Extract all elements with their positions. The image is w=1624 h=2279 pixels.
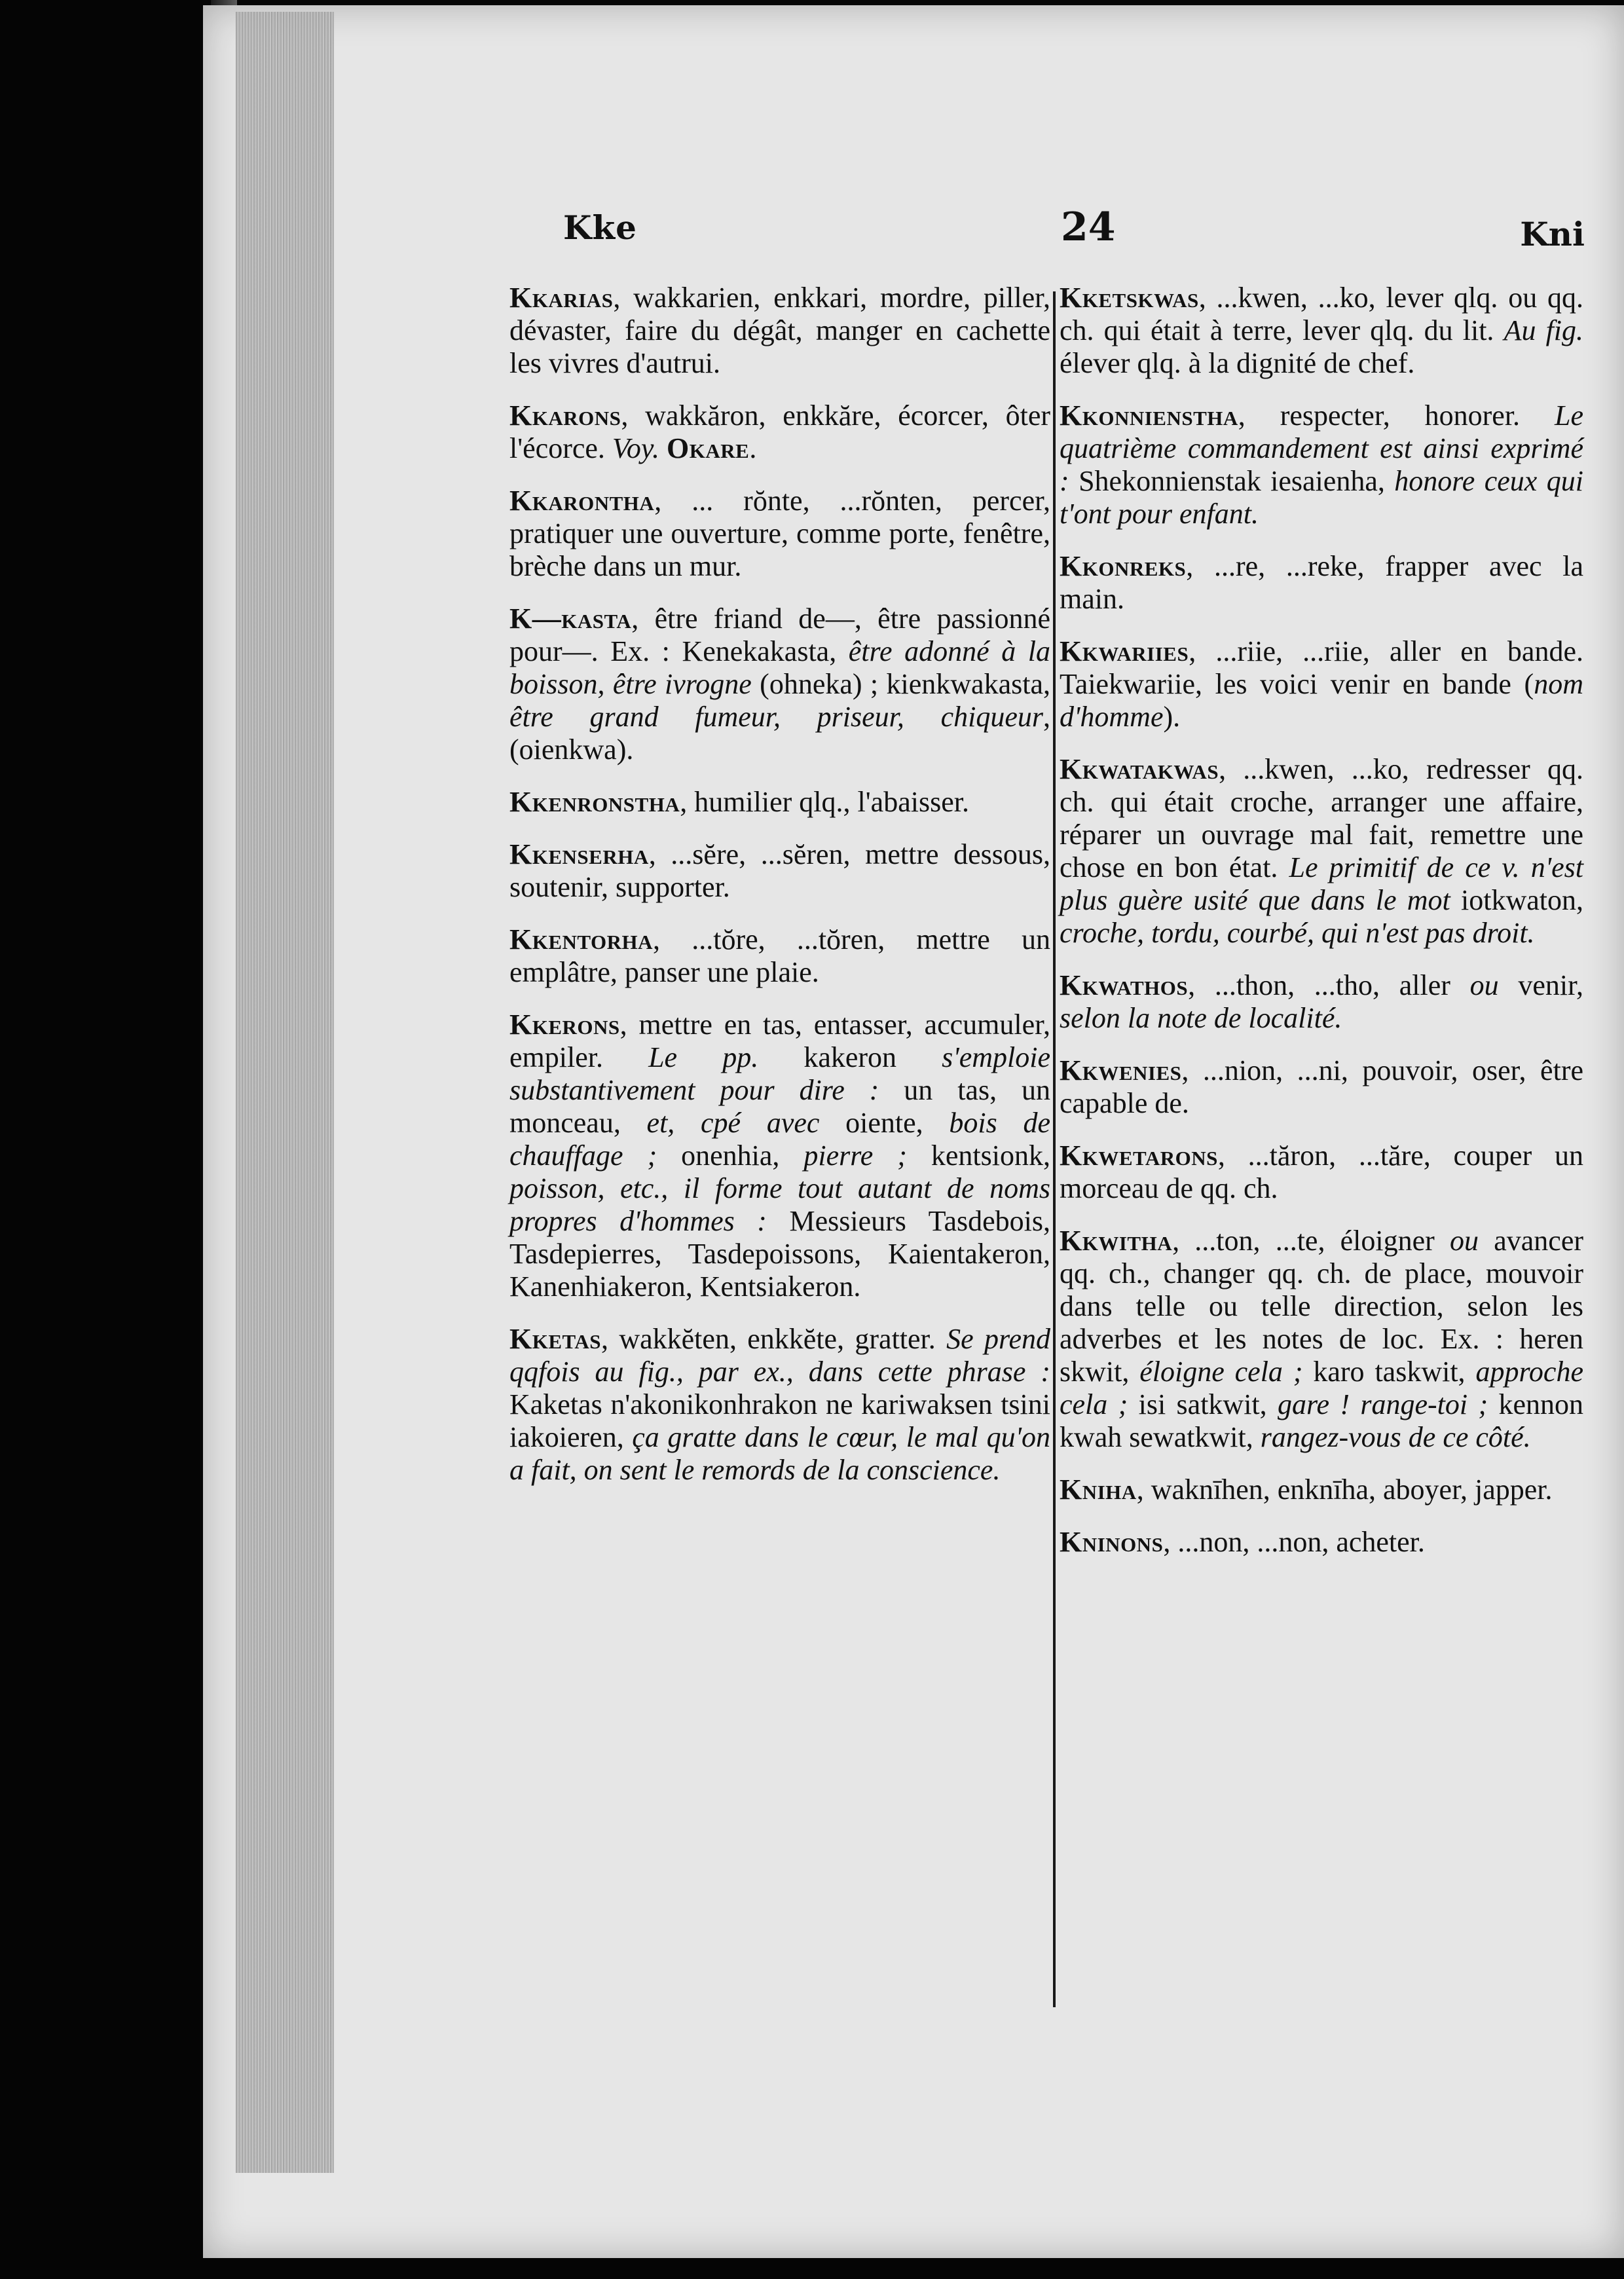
- header-left-guide-word: Kke: [563, 208, 637, 247]
- entry-text: , ...sĕre, ...sĕren, mettre dessous, soutenir, supporter.: [509, 838, 1050, 903]
- headword: Kkarons: [509, 399, 621, 432]
- entry-text: , ...riie, ...riie, aller en bande. Taiekwariie, les voici venir en bande (: [1060, 635, 1583, 700]
- entry-text: Kaketas n'akonikonhrakon ne kariwaksen tsini iakoieren,: [509, 1388, 1050, 1453]
- italic-gloss: Se prend qqfois au fig., par ex., dans cette phrase :: [509, 1323, 1050, 1388]
- entry-text: kakeron: [758, 1041, 942, 1073]
- left-column: [509, 282, 1050, 1506]
- dictionary-entry: [509, 1323, 1050, 1487]
- entry-text: , ...thon, ...tho, aller: [1188, 969, 1470, 1001]
- italic-gloss: gare ! range-toi ;: [1278, 1388, 1488, 1420]
- dictionary-entry: [509, 838, 1050, 904]
- entry-text: Messieurs Tasdebois, Tasdepierres, Tasdepoissons, Kaientakeron, Kanenhiakeron, Kentsiakeron.: [509, 1205, 1050, 1303]
- italic-gloss: approche cela ;: [1060, 1356, 1583, 1420]
- entry-text: , ...nion, ...ni, pouvoir, oser, être capable de.: [1060, 1054, 1583, 1119]
- italic-gloss: nom d'homme: [1060, 668, 1583, 733]
- italic-gloss: Voy.: [612, 432, 660, 464]
- entry-text: , ...tŏre, ...tŏren, mettre un emplâtre, panser une plaie.: [509, 923, 1050, 988]
- italic-gloss: poisson, etc., il forme tout autant de noms propres d'hommes :: [509, 1172, 1050, 1237]
- dictionary-entry: [509, 399, 1050, 465]
- entry-text: , ...ton, ...te, éloigner: [1172, 1225, 1450, 1257]
- page-number: 24: [1061, 204, 1116, 250]
- entry-text: [659, 432, 667, 464]
- entry-text: kentsionk,: [906, 1140, 1050, 1172]
- entry-text: ).: [1163, 701, 1181, 733]
- dictionary-entry: [1060, 1526, 1583, 1559]
- dictionary-entry: [509, 786, 1050, 819]
- italic-gloss: rangez-vous de ce côté.: [1260, 1421, 1531, 1453]
- entry-text: , respecter, honorer.: [1238, 399, 1555, 432]
- dictionary-entry: [1060, 1140, 1583, 1205]
- right-column: [1060, 282, 1583, 1578]
- page-edges: [236, 12, 334, 2173]
- dictionary-entry: [509, 602, 1050, 766]
- dictionary-entry: [1060, 969, 1583, 1035]
- headword: Kketas: [509, 1323, 602, 1355]
- entry-text: onenhia,: [657, 1140, 804, 1172]
- entry-text: , humilier qlq., l'abaisser.: [680, 786, 969, 818]
- entry-text: .: [749, 432, 757, 464]
- entry-text: , waknīhen, enknīha, aboyer, japper.: [1136, 1473, 1553, 1506]
- dictionary-entry: [1060, 399, 1583, 530]
- italic-gloss: Au fig.: [1504, 314, 1584, 346]
- entry-text: kennon kwah sewatkwit,: [1060, 1388, 1583, 1453]
- entry-text: (ohneka) ; kienkwakasta,: [751, 668, 1050, 700]
- dictionary-entry: [1060, 753, 1583, 950]
- headword: Kkarias: [509, 282, 614, 314]
- italic-gloss: être adonné à la boisson, être ivrogne: [509, 635, 1050, 700]
- dictionary-entry: [1060, 1054, 1583, 1120]
- entry-text: avancer qq. ch., changer qq. ch. de place, mouvoir dans telle ou telle direction, selon les adverbes et les notes de loc. Ex. : heren skwit,: [1060, 1225, 1584, 1388]
- headword: Kkerons: [509, 1009, 620, 1041]
- entry-text: oiente,: [819, 1107, 950, 1139]
- entry-text: , ...kwen, ...ko, redresser qq. ch. qui était croche, arranger une affaire, réparer un ouvrage mal fait, remettre une chose en bon état.: [1060, 753, 1583, 883]
- headword: Kkwitha: [1060, 1225, 1173, 1257]
- headword: Kkenserha: [509, 838, 649, 870]
- italic-gloss: Le pp.: [648, 1041, 759, 1073]
- headword: Kketskwas: [1060, 282, 1199, 314]
- entry-text: Shekonnienstak iesaienha,: [1069, 465, 1395, 497]
- dictionary-entry: [509, 282, 1050, 380]
- entry-text: , wakkarien, enkkari, mordre, piller, dévaster, faire du dégât, manger en cachette les vivres d'autrui.: [509, 282, 1050, 379]
- italic-gloss: ou: [1450, 1225, 1479, 1257]
- dictionary-entry: [509, 923, 1050, 989]
- headword: Kkwariies: [1060, 635, 1189, 667]
- headword: Kkarontha: [509, 485, 655, 517]
- headword: Kninons: [1060, 1526, 1164, 1558]
- italic-gloss: et, cpé avec: [646, 1107, 820, 1139]
- italic-gloss: bois de chauffage ;: [509, 1107, 1050, 1172]
- italic-gloss: pierre ;: [803, 1140, 907, 1172]
- entry-text: , (oienkwa).: [509, 701, 1050, 766]
- dictionary-entry: [1060, 1225, 1583, 1454]
- dictionary-entry: [1060, 1473, 1583, 1506]
- entry-text: , être friand de—, être passionné pour—. Ex. : Kenekakasta,: [509, 602, 1050, 667]
- headword: Kniha: [1060, 1473, 1137, 1506]
- entry-text: , ...tăron, ...tăre, couper un morceau de qq. ch.: [1060, 1140, 1583, 1204]
- header-right-guide-word: Kni: [1520, 215, 1585, 253]
- italic-gloss: Le primitif de ce v. n'est plus guère usité que dans le mot: [1060, 851, 1583, 916]
- italic-gloss: s'emploie substantivement pour dire :: [509, 1041, 1050, 1106]
- entry-text: élever qlq. à la dignité de chef.: [1060, 347, 1415, 379]
- entry-text: , mettre en tas, entasser, accumuler, empiler.: [509, 1009, 1050, 1073]
- entry-text: , wakkăron, enkkăre, écorcer, ôter l'écorce.: [509, 399, 1050, 464]
- italic-gloss: éloigne cela ;: [1139, 1356, 1303, 1388]
- entry-text: , ...re, ...reke, frapper avec la main.: [1060, 550, 1583, 615]
- dictionary-entry: [1060, 635, 1583, 733]
- headword: K—kasta: [509, 602, 632, 635]
- italic-gloss: être grand fumeur, priseur, chiqueur: [509, 701, 1043, 733]
- dictionary-entry: [1060, 282, 1583, 380]
- entry-text: iotkwaton,: [1450, 884, 1584, 916]
- entry-text: un tas, un monceau,: [509, 1074, 1050, 1139]
- italic-gloss: honore ceux qui t'ont pour enfant.: [1060, 465, 1583, 530]
- dictionary-entry: [1060, 550, 1583, 616]
- headword: Kkwathos: [1060, 969, 1189, 1001]
- entry-text: , ...non, ...non, acheter.: [1163, 1526, 1425, 1558]
- italic-gloss: Le quatrième commandement est ainsi exprimé :: [1060, 399, 1583, 497]
- italic-gloss: selon la note de localité.: [1060, 1002, 1342, 1034]
- entry-text: karo taskwit,: [1302, 1356, 1476, 1388]
- dictionary-entry: [509, 1009, 1050, 1303]
- entry-text: , wakkĕten, enkkĕte, gratter.: [601, 1323, 947, 1355]
- dictionary-entry: [509, 485, 1050, 583]
- italic-gloss: ou: [1469, 969, 1499, 1001]
- headword: Kkwatakwas: [1060, 753, 1219, 785]
- headword: Kkonnienstha: [1060, 399, 1238, 432]
- headword: Kkwenies: [1060, 1054, 1182, 1086]
- entry-text: , ... rŏnte, ...rŏnten, percer, pratiquer une ouverture, comme porte, fenêtre, brèche dans un mur.: [509, 485, 1050, 582]
- italic-gloss: croche, tordu, courbé, qui n'est pas droit.: [1060, 917, 1535, 949]
- headword: Kkonreks: [1060, 550, 1187, 582]
- entry-text: venir,: [1498, 969, 1583, 1001]
- italic-gloss: ça gratte dans le cœur, le mal qu'on a fait, on sent le remords de la conscience.: [509, 1421, 1050, 1486]
- entry-text: , ...kwen, ...ko, lever qlq. ou qq. ch. qui était à terre, lever qlq. du lit.: [1060, 282, 1583, 346]
- entry-text: isi satkwit,: [1128, 1388, 1278, 1420]
- column-divider: [1053, 291, 1056, 2007]
- headword: Okare: [667, 432, 750, 464]
- headword: Kkentorha: [509, 923, 654, 955]
- headword: Kkwetarons: [1060, 1140, 1218, 1172]
- headword: Kkenronstha: [509, 786, 680, 818]
- running-header: [563, 204, 1585, 261]
